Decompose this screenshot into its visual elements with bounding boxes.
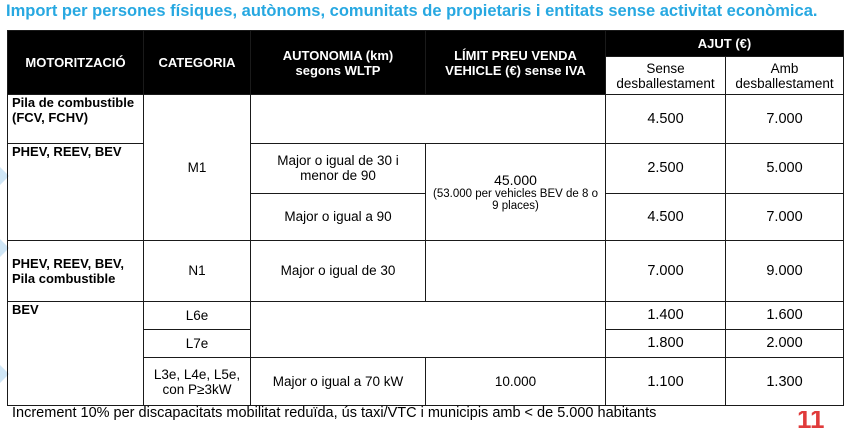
footer-note: Increment 10% per discapacitats mobilitat reduïda, ús taxi/VTC i municipis amb < de 5.000 habitants	[12, 405, 657, 421]
table-row	[8, 240, 844, 301]
cell-amb-n1: 9.000	[726, 240, 844, 301]
cell-sense-l3e: 1.100	[606, 358, 726, 406]
cell-autonomia-l3e: Major o igual a 70 kW	[251, 358, 426, 406]
cell-categoria-n1: N1	[144, 240, 251, 301]
cell-sense-l6e: 1.400	[606, 301, 726, 329]
cell-motoritzacio-n1	[8, 240, 144, 301]
cell-sense-pila: 4.500	[606, 95, 726, 144]
header-autonomia-line1: AUTONOMIA (km)	[282, 47, 394, 63]
cell-categoria-m1: M1	[144, 95, 251, 241]
cell-text: (FCV, FCHV)	[12, 110, 89, 125]
cell-categoria-l3e	[144, 358, 251, 406]
cell-limit-value: 45.000	[494, 171, 537, 188]
header-amb	[726, 57, 844, 95]
table-row	[8, 143, 844, 193]
header-motoritzacio: MOTORITZACIÓ	[8, 31, 144, 95]
cell-amb-phev2: 7.000	[726, 193, 844, 240]
table-row	[8, 95, 844, 144]
cell-sense-phev1: 2.500	[606, 143, 726, 193]
cell-motoritzacio-bev: BEV	[8, 301, 144, 405]
header-sense-line1: Sense	[646, 60, 685, 76]
cell-limit-note: (53.000 per vehicles BEV de 8 o	[433, 187, 598, 200]
cell-text: Pila combustible	[12, 270, 116, 286]
cell-autonomia-n1: Major o igual de 30	[251, 240, 426, 301]
cell-empty	[251, 95, 606, 144]
header-amb-line1: Amb	[770, 60, 799, 76]
cell-sense-n1: 7.000	[606, 240, 726, 301]
table-row	[8, 301, 844, 329]
header-limit-line1: LÍMIT PREU VENDA	[454, 47, 577, 63]
cell-text: L3e, L4e, L5e,	[153, 366, 241, 382]
cell-motoritzacio-pila	[8, 95, 144, 144]
cell-motoritzacio-phev: PHEV, REEV, BEV	[8, 143, 144, 240]
header-autonomia-line2: segons WLTP	[295, 62, 381, 78]
cell-empty	[251, 301, 606, 358]
cell-text: Major o igual de 30 i	[277, 153, 399, 169]
header-limit-line2: VEHICLE (€) sense IVA	[445, 62, 586, 78]
cell-categoria-l6e: L6e	[144, 301, 251, 329]
cell-amb-pila: 7.000	[726, 95, 844, 144]
cell-limit-note: 9 places)	[492, 199, 539, 212]
subsidy-table	[7, 30, 844, 406]
cell-limit-m1	[426, 143, 606, 240]
cell-text: con P≥3kW	[162, 381, 232, 397]
cell-amb-l6e: 1.600	[726, 301, 844, 329]
header-ajut: AJUT (€)	[606, 31, 844, 57]
cell-sense-l7e: 1.800	[606, 329, 726, 357]
header-sense-line2: desballestament	[616, 75, 715, 91]
header-categoria: CATEGORIA	[144, 31, 251, 95]
cell-text: Pila de combustible	[12, 95, 135, 110]
page-title: Import per persones físiques, autònoms, comunitats de propietaris i entitats sense activitat econòmica.	[6, 2, 818, 20]
cell-text: PHEV, REEV, BEV,	[12, 255, 125, 271]
cell-autonomia-30-90	[251, 143, 426, 193]
cell-amb-phev1: 5.000	[726, 143, 844, 193]
cell-categoria-l7e: L7e	[144, 329, 251, 357]
header-limit	[426, 31, 606, 95]
header-autonomia	[251, 31, 426, 95]
cell-sense-phev2: 4.500	[606, 193, 726, 240]
page-number: 11	[797, 411, 825, 428]
cell-amb-l7e: 2.000	[726, 329, 844, 357]
cell-autonomia-90: Major o igual a 90	[251, 193, 426, 240]
cell-limit-l3e: 10.000	[426, 358, 606, 406]
header-sense	[606, 57, 726, 95]
cell-empty	[426, 240, 606, 301]
cell-amb-l3e: 1.300	[726, 358, 844, 406]
cell-text: menor de 90	[300, 168, 376, 184]
header-amb-line2: desballestament	[735, 75, 834, 91]
